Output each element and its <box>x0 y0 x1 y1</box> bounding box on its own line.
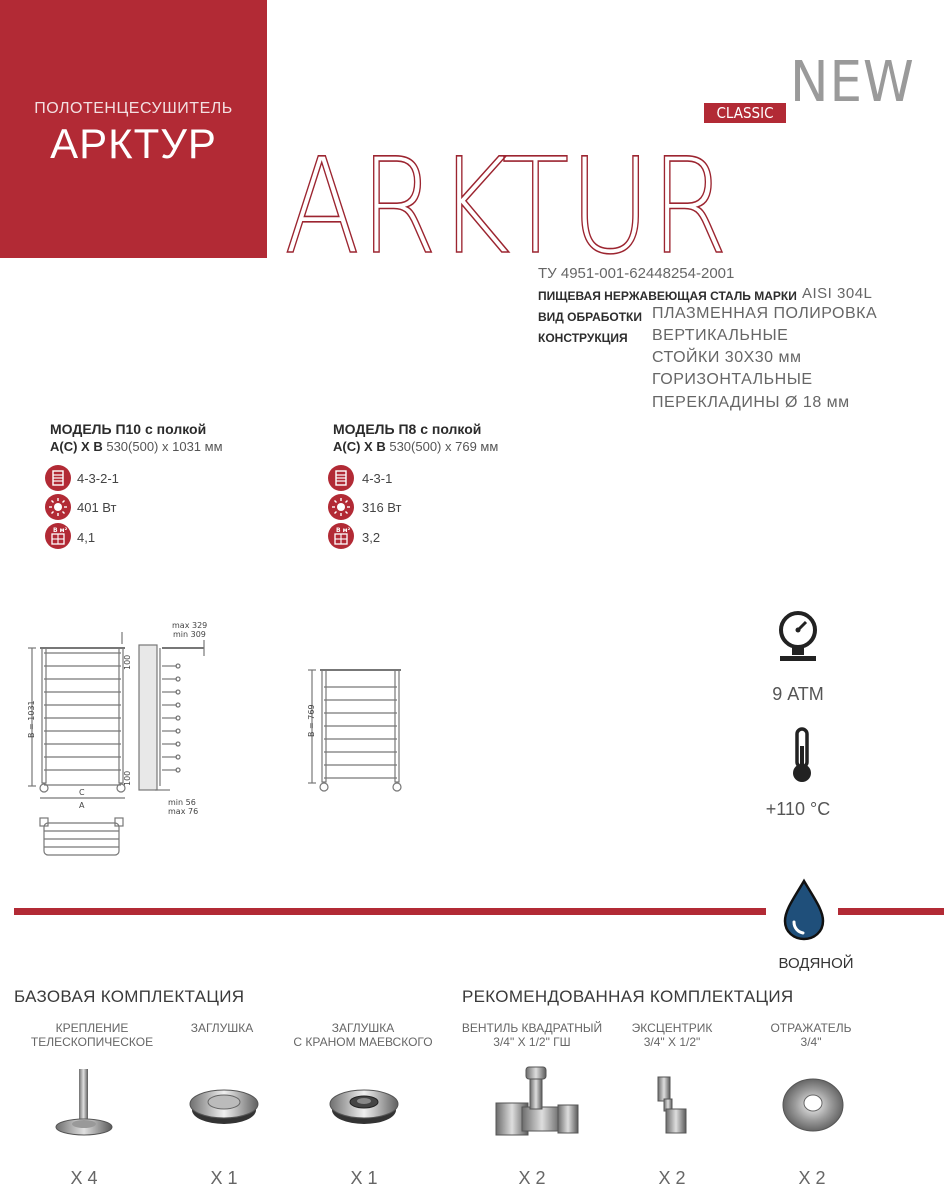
sections-value: 4-3-2-1 <box>77 471 119 486</box>
reflector-picture <box>780 1073 846 1133</box>
spec-construction-line: ВЕРТИКАЛЬНЫЕ <box>652 327 789 344</box>
telescopic-mount-picture <box>52 1065 116 1145</box>
bottom-max-label: max 76 <box>168 807 199 816</box>
dim-label: А(С) Х В <box>333 439 386 454</box>
bottom-gap-label: 100 <box>123 770 132 786</box>
new-label: NEW <box>790 50 915 115</box>
height-label: B = 1031 <box>27 700 36 738</box>
plug-with-valve-picture <box>326 1080 402 1130</box>
sections-value: 4-3-1 <box>362 471 393 486</box>
power-value: 316 Вт <box>362 500 402 515</box>
kit-item-label-line: 3/4" <box>800 1035 822 1049</box>
kit-item-label-line: ЗАГЛУШКА <box>331 1021 395 1035</box>
base-kit-title: БАЗОВАЯ КОМПЛЕКТАЦИЯ <box>14 987 245 1006</box>
sections-icon <box>328 465 354 491</box>
bottom-min-label: min 56 <box>168 798 196 807</box>
pressure-label: 9 АТМ <box>772 684 824 704</box>
temperature-label: +110 °C <box>765 799 831 819</box>
spec-construction-line: ПЕРЕКЛАДИНЫ Ø 18 мм <box>652 394 850 411</box>
kit-item-label-line: ЗАГЛУШКА <box>190 1021 254 1035</box>
kit-item-qty: X 1 <box>210 1168 238 1188</box>
model-title: МОДЕЛЬ П8 с полкой <box>333 421 482 437</box>
spec-finish-value: ПЛАЗМЕННАЯ ПОЛИРОВКА <box>652 305 878 322</box>
thermometer-icon <box>788 726 816 784</box>
dim-value: 530(500) х 1031 мм <box>106 439 223 454</box>
area-window-icon <box>328 523 354 549</box>
kit-item-label <box>602 1021 742 1049</box>
area-icon-label: В м² <box>336 527 351 534</box>
dim-value: 530(500) х 769 мм <box>389 439 499 454</box>
a-label: A <box>79 801 85 810</box>
product-name-en <box>280 140 740 265</box>
kit-item-label <box>152 1021 292 1035</box>
top-gap-label: 100 <box>123 654 132 670</box>
header-block <box>0 0 267 258</box>
drawing-p8 <box>300 665 410 795</box>
kit-item-label-line: ВЕНТИЛЬ КВАДРАТНЫЙ <box>461 1021 603 1035</box>
model-p10 <box>50 421 223 454</box>
plug-picture <box>186 1080 262 1130</box>
kit-item-label-line: ОТРАЖАТЕЛЬ <box>770 1021 852 1035</box>
model-dimensions <box>333 439 498 454</box>
c-label: C <box>79 788 85 797</box>
divider-line <box>14 908 766 915</box>
kit-item-label <box>283 1021 443 1049</box>
area-value: 4,1 <box>77 530 96 545</box>
divider-line <box>838 908 944 915</box>
kit-item-label-line: ЭКСЦЕНТРИК <box>631 1021 713 1035</box>
kit-item-label-line: ТЕЛЕСКОПИЧЕСКОЕ <box>30 1035 154 1049</box>
kit-item-label-line: КРЕПЛЕНИЕ <box>55 1021 129 1035</box>
kit-item-label <box>12 1021 172 1049</box>
spec-steel-label: ПИЩЕВАЯ НЕРЖАВЕЮЩАЯ СТАЛЬ МАРКИ <box>538 289 797 303</box>
area-value: 3,2 <box>362 530 381 545</box>
spec-construction-label: КОНСТРУКЦИЯ <box>538 331 628 345</box>
spec-construction-line: СТОЙКИ 30Х30 мм <box>652 349 802 366</box>
spec-standard: ТУ 4951-001-62448254-2001 <box>538 265 735 282</box>
kit-item-label-line: С КРАНОМ МАЕВСКОГО <box>293 1035 433 1049</box>
product-name-ru: АРКТУР <box>50 120 217 167</box>
spec-construction-line: ГОРИЗОНТАЛЬНЫЕ <box>652 371 813 388</box>
area-window-icon <box>45 523 71 549</box>
drawing-p10 <box>22 618 212 863</box>
side-max-label: max 329 <box>172 621 208 630</box>
kit-item-label <box>452 1021 612 1049</box>
kit-item-label-line: 3/4" Х 1/2" <box>643 1035 701 1049</box>
water-drop-icon <box>780 878 828 942</box>
classic-badge: CLASSIC <box>704 103 786 123</box>
square-valve-picture <box>492 1063 582 1145</box>
product-category: ПОЛОТЕНЦЕСУШИТЕЛЬ <box>34 100 233 117</box>
model-p8 <box>333 421 498 454</box>
kit-item-qty: X 2 <box>798 1168 826 1188</box>
power-sun-icon <box>328 494 354 520</box>
sections-icon <box>45 465 71 491</box>
recommended-kit-title: РЕКОМЕНДОВАННАЯ КОМПЛЕКТАЦИЯ <box>462 987 794 1006</box>
kit-item-label <box>741 1021 881 1049</box>
product-name-en-text: ARKTUR <box>284 140 728 265</box>
kit-item-label-line: 3/4" Х 1/2" ГШ <box>493 1035 571 1049</box>
area-icon-label: В м² <box>53 527 68 534</box>
kit-item-qty: X 2 <box>658 1168 686 1188</box>
power-value: 401 Вт <box>77 500 117 515</box>
spec-finish-label: ВИД ОБРАБОТКИ <box>538 310 642 324</box>
kit-item-qty: X 1 <box>350 1168 378 1188</box>
spec-steel-value: AISI 304L <box>802 285 873 302</box>
height-label: B = 769 <box>307 704 316 737</box>
heating-type-label: ВОДЯНОЙ <box>778 955 854 972</box>
model-title: МОДЕЛЬ П10 с полкой <box>50 421 207 437</box>
kit-item-qty: X 2 <box>518 1168 546 1188</box>
dim-label: А(С) Х В <box>50 439 103 454</box>
kit-item-qty: X 4 <box>70 1168 98 1188</box>
side-min-label: min 309 <box>173 630 206 639</box>
model-dimensions <box>50 439 223 454</box>
eccentric-picture <box>650 1073 690 1137</box>
pressure-gauge-icon <box>776 610 820 666</box>
power-sun-icon <box>45 494 71 520</box>
